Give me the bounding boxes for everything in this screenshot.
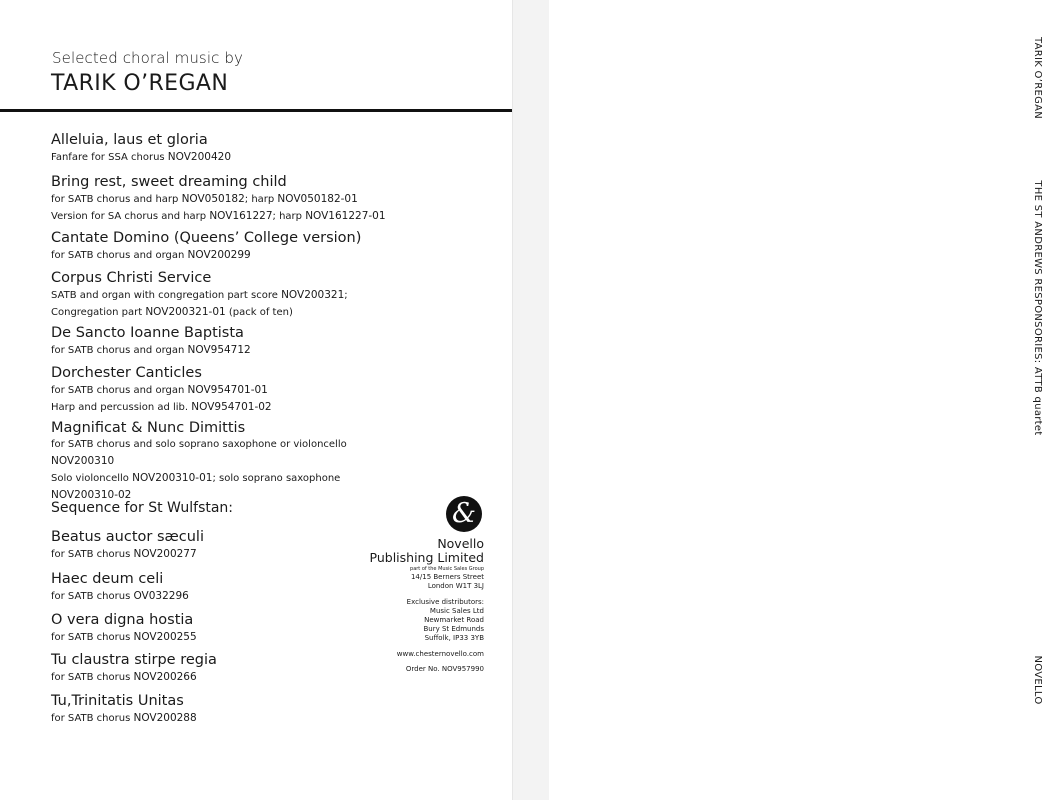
catalogue-number: NOV200299	[187, 249, 251, 261]
work-title: Dorchester Canticles	[51, 365, 202, 381]
catalogue-number: NOV200277	[133, 548, 197, 560]
work-detail-text: (pack of ten)	[225, 307, 293, 318]
work-title: Alleluia, laus et gloria	[51, 132, 208, 148]
work-detail-text: for SATB chorus and organ	[51, 345, 188, 356]
work-detail-text: Harp and percussion ad lib.	[51, 402, 192, 413]
catalogue-number: NOV200266	[133, 671, 197, 683]
work-detail-line	[51, 437, 347, 453]
work-detail-text: ; solo soprano saxophone	[212, 473, 341, 484]
work-entry	[51, 364, 272, 416]
composer-name: TARIK O’REGAN	[51, 71, 229, 96]
spine-composer: TARIK O’REGAN	[1032, 36, 1043, 120]
work-detail-line	[51, 304, 348, 321]
work-entry	[51, 611, 197, 646]
work-title: Tu claustra stirpe regia	[51, 652, 217, 668]
work-entry	[51, 692, 197, 727]
publisher-name-line2: Publishing Limited	[369, 550, 484, 565]
work-detail-line	[51, 669, 217, 686]
header-subtitle: Selected choral music by	[52, 49, 243, 67]
order-number: Order No. NOV957990	[405, 665, 484, 673]
distributor-line-4: Suffolk, IP33 3YB	[424, 634, 484, 642]
work-detail-text: ; harp	[272, 211, 306, 222]
work-detail-text: for SATB chorus	[51, 713, 134, 724]
work-detail-line	[51, 287, 348, 304]
work-detail-text: ;	[344, 290, 348, 301]
work-entry	[51, 324, 251, 359]
work-detail-line	[51, 470, 347, 487]
work-detail-line	[51, 399, 272, 416]
distributor-label: Exclusive distributors:	[406, 598, 484, 606]
work-title: Cantate Domino (Queens’ College version)	[51, 230, 362, 246]
work-detail-line	[51, 453, 347, 470]
publisher-name-line1: Novello	[437, 536, 484, 551]
catalogue-number: OV032296	[133, 590, 189, 602]
publisher-website: www.chesternovello.com	[396, 650, 484, 658]
work-detail-text: Solo violoncello	[51, 473, 133, 484]
work-title: O vera digna hostia	[51, 612, 194, 628]
work-detail-text: for SATB chorus	[51, 549, 134, 560]
catalogue-number: NOV200288	[133, 712, 197, 724]
sequence-heading: Sequence for St Wulfstan:	[51, 500, 234, 516]
work-title: De Sancto Ioanne Baptista	[51, 325, 244, 341]
work-entry	[51, 269, 348, 321]
work-detail-text: for SATB chorus	[51, 591, 134, 602]
catalogue-number: NOV161227	[209, 210, 273, 222]
distributor-line-3: Bury St Edmunds	[423, 625, 484, 633]
work-detail-line	[51, 342, 251, 359]
work-entry	[51, 419, 347, 504]
work-title: Beatus auctor sæculi	[51, 529, 204, 545]
catalogue-number: NOV050182	[181, 193, 245, 205]
work-entry	[51, 131, 231, 166]
work-detail-line	[51, 191, 386, 208]
work-detail-text: Fanfare for SSA chorus	[51, 152, 168, 163]
catalogue-number: NOV200420	[167, 151, 231, 163]
catalogue-number: NOV954701-01	[187, 384, 268, 396]
distributor-line-1: Music Sales Ltd	[429, 607, 484, 615]
work-entry	[51, 570, 189, 605]
spine-publisher: NOVELLO	[1032, 655, 1043, 705]
work-detail-line	[51, 149, 231, 166]
spine-title: THE ST ANDREWS RESPONSORIES: ATTB quartet	[1032, 180, 1043, 436]
work-detail-text: for SATB chorus and organ	[51, 385, 188, 396]
header-rule	[0, 109, 512, 112]
work-entry	[51, 229, 361, 264]
work-title: Bring rest, sweet dreaming child	[51, 174, 287, 190]
work-entry	[51, 651, 217, 686]
publisher-address-1: 14/15 Berners Street	[410, 573, 484, 581]
work-detail-line	[51, 247, 361, 264]
catalogue-number: NOV954712	[187, 344, 251, 356]
catalogue-number: NOV200310	[51, 455, 115, 467]
work-detail-text: for SATB chorus and harp	[51, 194, 182, 205]
work-detail-line	[51, 710, 197, 727]
work-detail-text: for SATB chorus and organ	[51, 250, 188, 261]
catalogue-number: NOV161227-01	[305, 210, 386, 222]
catalogue-number: NOV200321	[281, 289, 345, 301]
work-detail-line	[51, 208, 386, 225]
work-detail-text: Version for SA chorus and harp	[51, 211, 210, 222]
work-detail-text: Congregation part	[51, 307, 146, 318]
work-detail-text: for SATB chorus	[51, 632, 134, 643]
work-title: Tu,Trinitatis Unitas	[51, 693, 184, 709]
work-detail-text: for SATB chorus	[51, 672, 134, 683]
work-title: Magnificat & Nunc Dimittis	[51, 420, 246, 436]
catalogue-number: NOV050182-01	[277, 193, 358, 205]
catalogue-number: NOV200310-02	[51, 489, 132, 501]
catalogue-number: NOV954701-02	[191, 401, 272, 413]
work-detail-text: for SATB chorus and solo soprano saxophone or violoncello	[51, 439, 347, 450]
publisher-group: part of the Music Sales Group	[410, 566, 484, 572]
distributor-line-2: Newmarket Road	[424, 616, 484, 624]
catalogue-number: NOV200255	[133, 631, 197, 643]
publisher-address-2: London W1T 3LJ	[427, 582, 484, 590]
work-detail-line	[51, 629, 197, 646]
work-detail-line	[51, 588, 189, 605]
work-title: Corpus Christi Service	[51, 270, 212, 286]
catalogue-number: NOV200310-01	[132, 472, 213, 484]
work-entry	[51, 528, 204, 563]
spine	[512, 0, 1043, 800]
work-detail-line	[51, 382, 272, 399]
novello-logo-icon: &	[446, 496, 482, 532]
work-detail-text: ; harp	[244, 194, 278, 205]
catalogue-number: NOV200321-01	[145, 306, 226, 318]
work-entry	[51, 173, 386, 225]
work-detail-text: SATB and organ with congregation part score	[51, 290, 282, 301]
back-cover	[0, 0, 512, 800]
work-title: Haec deum celi	[51, 571, 164, 587]
work-detail-line	[51, 546, 204, 563]
